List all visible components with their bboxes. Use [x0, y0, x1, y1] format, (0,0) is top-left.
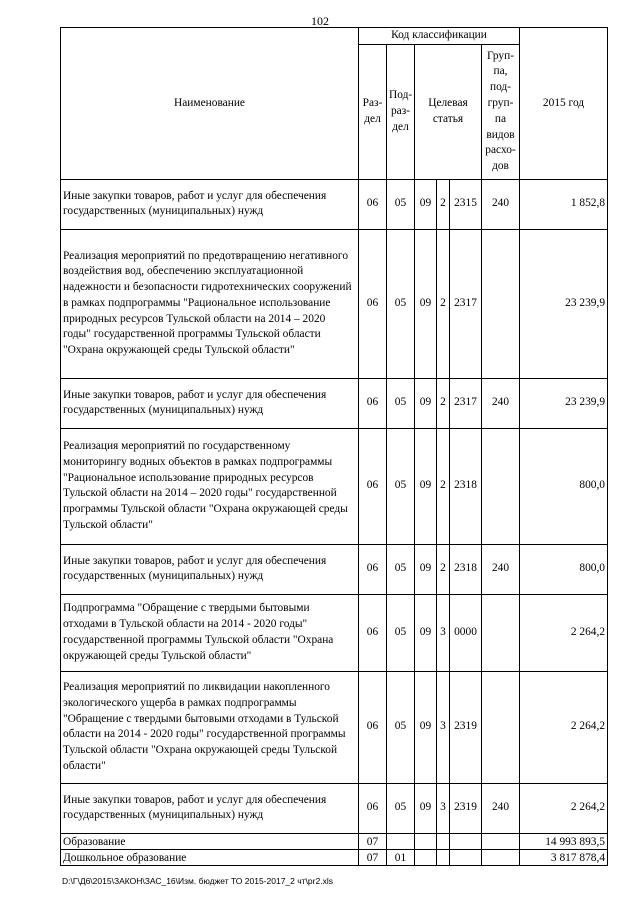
page-number: 102	[311, 14, 329, 28]
row-amount: 800,0	[520, 544, 608, 594]
header-name: Наименование	[61, 28, 359, 180]
row-name: Образование	[61, 833, 359, 849]
row-target-1: 09	[415, 544, 437, 594]
row-target-1: 09	[415, 594, 437, 671]
row-name: Иные закупки товаров, работ и услуг для обеспечения государственных (муниципальных) нужд	[61, 544, 359, 594]
row-target-3	[450, 849, 482, 865]
row-razdel: 06	[359, 594, 387, 671]
row-amount: 1 852,8	[520, 179, 608, 229]
row-razdel: 06	[359, 378, 387, 428]
row-target-1: 09	[415, 428, 437, 544]
row-amount: 2 264,2	[520, 783, 608, 833]
row-target-2: 2	[437, 229, 450, 378]
row-target-1: 09	[415, 229, 437, 378]
table-row	[61, 833, 608, 849]
row-amount: 800,0	[520, 428, 608, 544]
budget-table	[60, 27, 608, 866]
file-path-footer: D:\Г\Д6\2015\ЗАКОН\ЗАС_16\Изм. бюджет ТО 2015-2017_2 чт\pr2.xls	[62, 876, 333, 886]
row-group: 240	[482, 544, 520, 594]
table-row	[61, 783, 608, 833]
row-group: 240	[482, 179, 520, 229]
row-podrazdel: 05	[387, 229, 415, 378]
row-target-2	[437, 833, 450, 849]
row-razdel: 06	[359, 544, 387, 594]
row-name: Иные закупки товаров, работ и услуг для обеспечения государственных (муниципальных) нужд	[61, 179, 359, 229]
row-target-2	[437, 849, 450, 865]
row-amount: 14 993 893,5	[520, 833, 608, 849]
row-podrazdel: 05	[387, 671, 415, 783]
row-target-1	[415, 849, 437, 865]
table-row	[61, 378, 608, 428]
header-group: Груп-па, под-груп-па видов расхо-дов	[482, 44, 520, 179]
row-razdel: 06	[359, 229, 387, 378]
row-group	[482, 428, 520, 544]
row-podrazdel: 05	[387, 544, 415, 594]
row-target-3: 0000	[450, 594, 482, 671]
table-row	[61, 544, 608, 594]
row-amount: 3 817 878,4	[520, 849, 608, 865]
row-name: Иные закупки товаров, работ и услуг для обеспечения государственных (муниципальных) нужд	[61, 378, 359, 428]
row-podrazdel: 05	[387, 594, 415, 671]
row-name: Реализация мероприятий по государственному мониторингу водных объектов в рамках подпрограммы "Рациональное использование природных ресурсов Тульской области на 2014 – 2020 годы" государственной программы Тульской области "Охрана окружающей среды Тульской области"	[61, 428, 359, 544]
table-row	[61, 428, 608, 544]
row-target-3: 2317	[450, 229, 482, 378]
row-group: 240	[482, 378, 520, 428]
header-code-group: Код классификации	[359, 28, 520, 45]
row-target-3	[450, 833, 482, 849]
row-target-2: 3	[437, 594, 450, 671]
header-podrazdel: Под-раз-дел	[387, 44, 415, 179]
row-target-3: 2317	[450, 378, 482, 428]
row-podrazdel: 05	[387, 179, 415, 229]
row-target-2: 2	[437, 179, 450, 229]
row-target-2: 2	[437, 378, 450, 428]
header-year: 2015 год	[520, 28, 608, 180]
row-razdel: 07	[359, 833, 387, 849]
row-amount: 2 264,2	[520, 671, 608, 783]
row-target-1: 09	[415, 671, 437, 783]
row-target-3: 2318	[450, 428, 482, 544]
row-group: 240	[482, 783, 520, 833]
header-target: Целевая статья	[415, 44, 482, 179]
table-row	[61, 849, 608, 865]
row-name: Дошкольное образование	[61, 849, 359, 865]
row-target-1: 09	[415, 783, 437, 833]
row-name: Подпрограмма "Обращение с твердыми бытовыми отходами в Тульской области на 2014 - 2020 годы" государственной программы Тульской области "Охрана окружающей среды Тульской области"	[61, 594, 359, 671]
row-target-1: 09	[415, 179, 437, 229]
row-group	[482, 594, 520, 671]
row-target-2: 3	[437, 671, 450, 783]
row-target-3: 2319	[450, 783, 482, 833]
table-row	[61, 671, 608, 783]
row-podrazdel: 05	[387, 428, 415, 544]
header-razdel: Раз-дел	[359, 44, 387, 179]
row-target-1: 09	[415, 378, 437, 428]
row-podrazdel	[387, 833, 415, 849]
row-target-3: 2319	[450, 671, 482, 783]
row-group	[482, 229, 520, 378]
row-amount: 2 264,2	[520, 594, 608, 671]
row-target-2: 2	[437, 428, 450, 544]
row-podrazdel: 05	[387, 378, 415, 428]
row-amount: 23 239,9	[520, 378, 608, 428]
row-name: Иные закупки товаров, работ и услуг для обеспечения государственных (муниципальных) нужд	[61, 783, 359, 833]
row-name: Реализация мероприятий по ликвидации накопленного экологического ущерба в рамках подпрограммы "Обращение с твердыми бытовыми отходами в Тульской области на 2014 - 2020 годы" государственной программы Тульской области "Охрана окружающей среды Тульской области"	[61, 671, 359, 783]
row-target-3: 2315	[450, 179, 482, 229]
row-target-1	[415, 833, 437, 849]
row-amount: 23 239,9	[520, 229, 608, 378]
table-row	[61, 594, 608, 671]
table-row	[61, 229, 608, 378]
row-razdel: 07	[359, 849, 387, 865]
row-group	[482, 671, 520, 783]
row-razdel: 06	[359, 179, 387, 229]
row-group	[482, 849, 520, 865]
row-razdel: 06	[359, 671, 387, 783]
row-target-2: 3	[437, 783, 450, 833]
row-razdel: 06	[359, 428, 387, 544]
row-name: Реализация мероприятий по предотвращению негативного воздействия вод, обеспечению эксплуатационной надежности и безопасности гидротехнических сооружений в рамках подпрограммы "Рациональное использование природных ресурсов Тульской области на 2014 – 2020 годы" государственной программы Тульской области "Охрана окружающей среды Тульской области"	[61, 229, 359, 378]
row-podrazdel: 01	[387, 849, 415, 865]
row-group	[482, 833, 520, 849]
row-target-2: 2	[437, 544, 450, 594]
row-razdel: 06	[359, 783, 387, 833]
row-podrazdel: 05	[387, 783, 415, 833]
table-row	[61, 179, 608, 229]
row-target-3: 2318	[450, 544, 482, 594]
